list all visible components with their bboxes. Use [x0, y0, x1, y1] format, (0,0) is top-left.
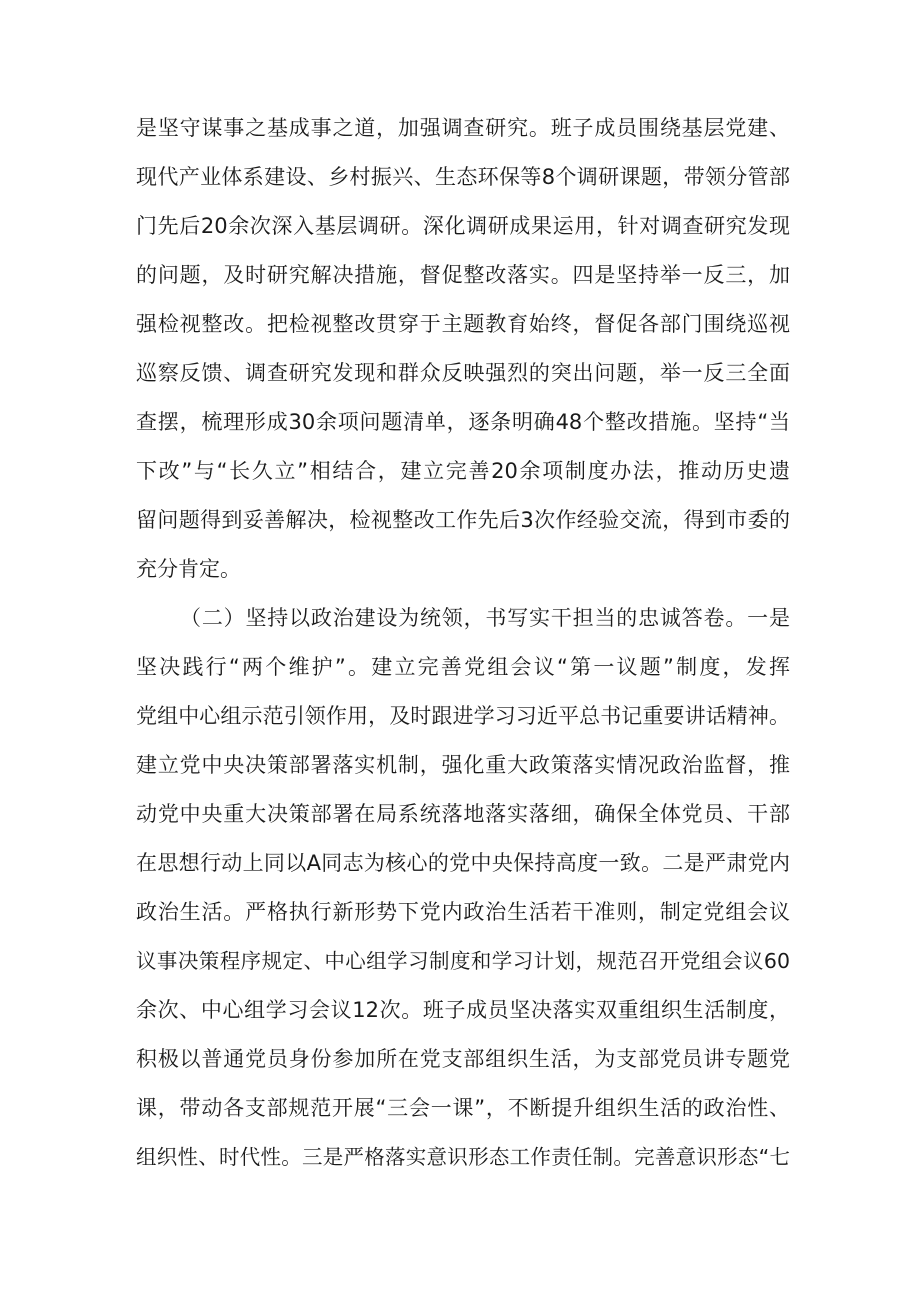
paragraph-line: 积极以普通党员身份参加所在党支部组织生活，为支部党员讲专题党	[136, 1047, 790, 1071]
paragraph-line: 现代产业体系建设、乡村振兴、生态环保等8个调研课题，带领分管部	[136, 165, 790, 189]
paragraph-line: 组织性、时代性。三是严格落实意识形态工作责任制。完善意识形态“七	[136, 1145, 790, 1169]
paragraph-line: 党组中心组示范引领作用，及时跟进学习习近平总书记重要讲话精神。	[136, 704, 790, 728]
paragraph-line: 动党中央重大决策部署在局系统落地落实落细，确保全体党员、干部	[136, 802, 790, 826]
paragraph-line: 在思想行动上同以A同志为核心的党中央保持高度一致。二是严肃党内	[136, 851, 790, 875]
paragraph-line: 下改”与“长久立”相结合，建立完善20余项制度办法，推动历史遗	[136, 459, 790, 483]
paragraph-line: 留问题得到妥善解决，检视整改工作先后3次作经验交流，得到市委的	[136, 508, 790, 532]
paragraph-line: 课，带动各支部规范开展“三会一课”，不断提升组织生活的政治性、	[136, 1096, 790, 1120]
paragraph-line: 政治生活。严格执行新形势下党内政治生活若干准则，制定党组会议	[136, 900, 790, 924]
paragraph-line: 余次、中心组学习会议12次。班子成员坚决落实双重组织生活制度，	[136, 998, 790, 1022]
paragraph-line: 强检视整改。把检视整改贯穿于主题教育始终，督促各部门围绕巡视	[136, 312, 790, 336]
paragraph-line: 门先后20余次深入基层调研。深化调研成果运用，针对调查研究发现	[136, 214, 790, 238]
paragraph-line: 查摆，梳理形成30余项问题清单，逐条明确48个整改措施。坚持“当	[136, 410, 790, 434]
paragraph-line: （二）坚持以政治建设为统领，书写实干担当的忠诚答卷。一是	[180, 606, 790, 630]
paragraph-line: 建立党中央决策部署落实机制，强化重大政策落实情况政治监督，推	[136, 753, 790, 777]
paragraph-line: 充分肯定。	[136, 557, 241, 581]
paragraph-line: 是坚守谋事之基成事之道，加强调查研究。班子成员围绕基层党建、	[136, 116, 790, 140]
paragraph-line: 巡察反馈、调查研究发现和群众反映强烈的突出问题，举一反三全面	[136, 361, 790, 385]
paragraph-line: 坚决践行“两个维护”。建立完善党组会议“第一议题”制度，发挥	[136, 655, 790, 679]
paragraph-line: 议事决策程序规定、中心组学习制度和学习计划，规范召开党组会议60	[136, 949, 790, 973]
paragraph-line: 的问题，及时研究解决措施，督促整改落实。四是坚持举一反三，加	[136, 263, 790, 287]
